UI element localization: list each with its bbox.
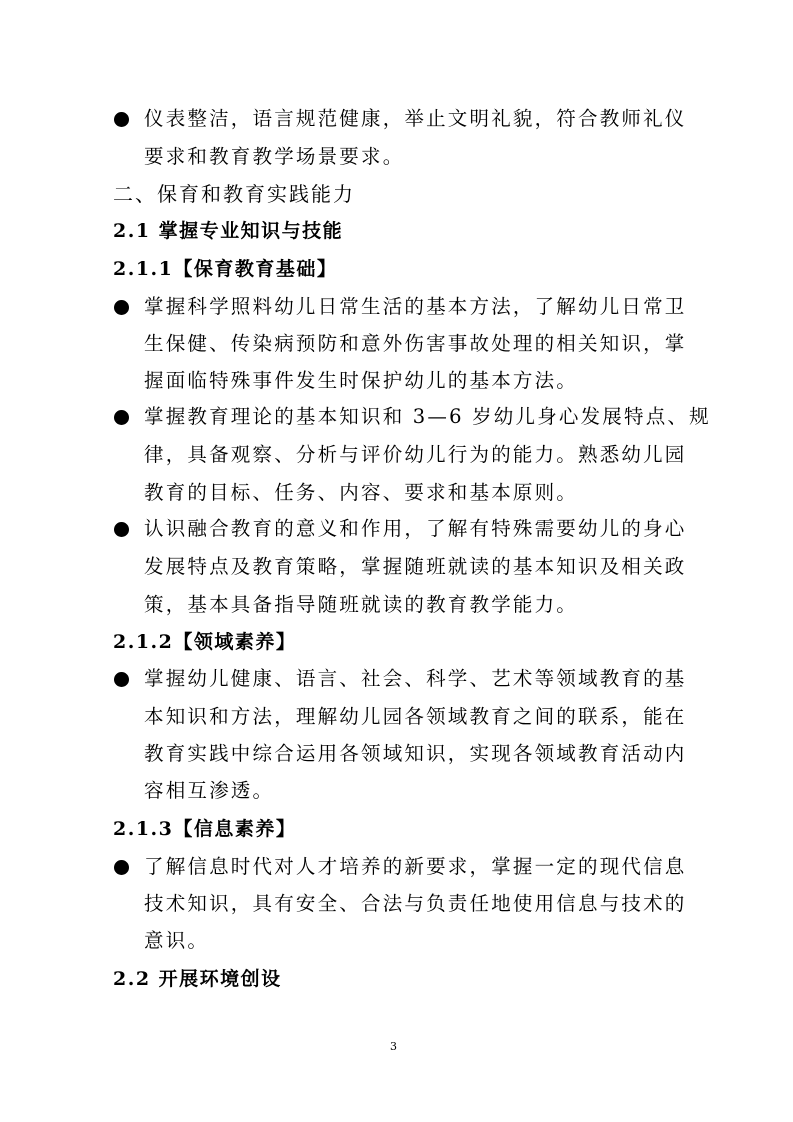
bullet-line: 发展特点及教育策略，掌握随班就读的基本知识及相关政 [144, 555, 687, 578]
bullet-line: 掌握教育理论的基本知识和 3—6 岁幼儿身心发展特点、规 [144, 405, 711, 428]
bullet-line: 握面临特殊事件发生时保护幼儿的基本方法。 [144, 369, 579, 392]
subsection-heading: 2.1.3【信息素养】 [113, 818, 297, 840]
bullet-line: 认识融合教育的意义和作用，了解有特殊需要幼儿的身心 [144, 517, 687, 540]
bullet-line: 生保健、传染病预防和意外伤害事故处理的相关知识，掌 [144, 332, 687, 355]
bullet-line: 技术知识，具有安全、合法与负责任地使用信息与技术的 [144, 892, 687, 915]
section-heading: 二、保育和教育实践能力 [113, 182, 355, 206]
bullet-dot-icon [114, 300, 129, 315]
bullet-dot-icon [114, 410, 129, 425]
bullet-line: 教育实践中综合运用各领域知识，实现各领域教育活动内 [144, 742, 687, 765]
subsection-heading: 2.1.2【领域素养】 [113, 631, 297, 653]
bullet-dot-icon [114, 860, 129, 875]
subsection-heading: 2.2 开展环境创设 [113, 968, 282, 990]
bullet-dot-icon [114, 112, 129, 127]
bullet-line: 意识。 [144, 929, 210, 952]
bullet-line: 策，基本具备指导随班就读的教育教学能力。 [144, 593, 579, 616]
bullet-line: 教育的目标、任务、内容、要求和基本原则。 [144, 481, 579, 504]
bullet-line: 仪表整洁，语言规范健康，举止文明礼貌，符合教师礼仪 [144, 107, 687, 130]
subsection-heading: 2.1.1【保育教育基础】 [113, 258, 338, 280]
bullet-line: 要求和教育教学场景要求。 [144, 145, 405, 168]
bullet-line: 了解信息时代对人才培养的新要求，掌握一定的现代信息 [144, 855, 687, 878]
bullet-line: 掌握科学照料幼儿日常生活的基本方法，了解幼儿日常卫 [144, 295, 687, 318]
bullet-dot-icon [114, 672, 129, 687]
bullet-dot-icon [114, 522, 129, 537]
bullet-line: 律，具备观察、分析与评价幼儿行为的能力。熟悉幼儿园 [144, 443, 687, 466]
subsection-heading: 2.1 掌握专业知识与技能 [113, 220, 344, 242]
bullet-line: 容相互渗透。 [144, 779, 275, 802]
bullet-line: 掌握幼儿健康、语言、社会、科学、艺术等领域教育的基 [144, 667, 687, 690]
bullet-line: 本知识和方法，理解幼儿园各领域教育之间的联系，能在 [144, 705, 687, 728]
page-number: 3 [390, 1040, 397, 1053]
